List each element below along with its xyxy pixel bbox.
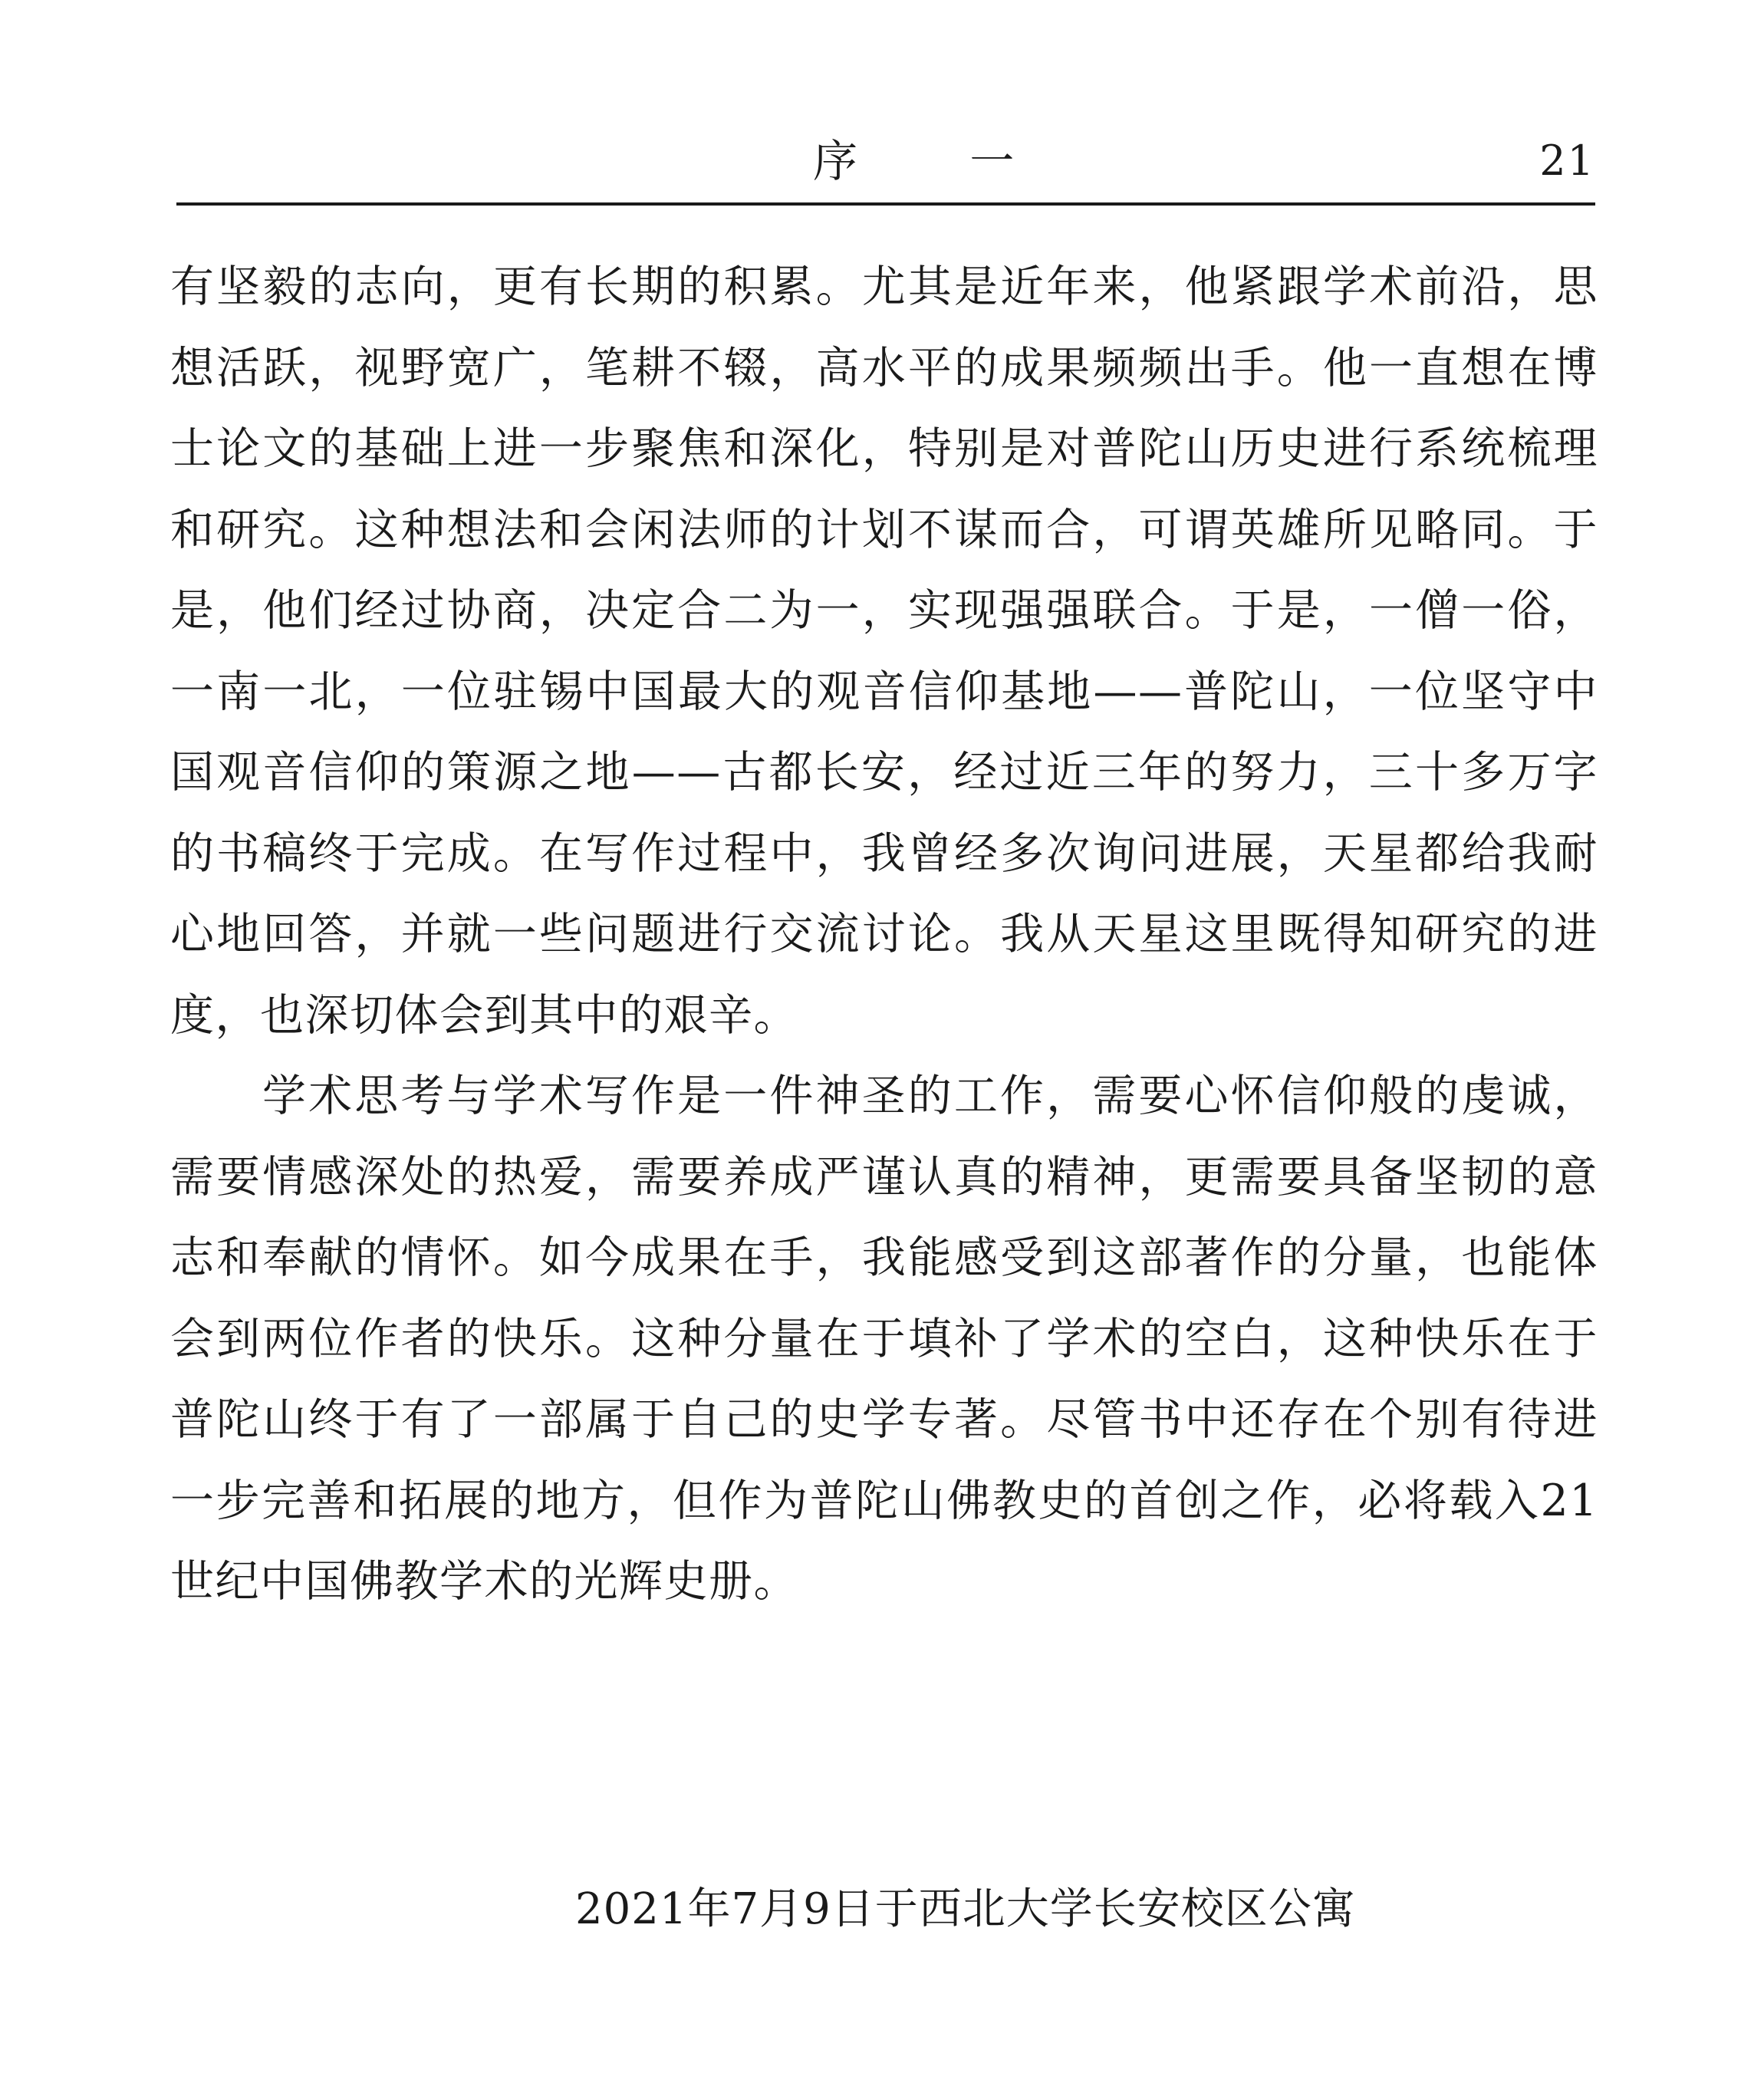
paragraph-continued: 有坚毅的志向，更有长期的积累。尤其是近年来，他紧跟学术前沿，思想活跃，视野宽广，笔耕不辍，高水平的成果频频出手。他一直想在博士论文的基础上进一步聚焦和深化，特别是对普陀山历史进行系统梳理和研究。这种想法和会闲法师的计划不谋而合，可谓英雄所见略同。于是，他们经过协商，决定合二为一，实现强强联合。于是，一僧一俗，一南一北，一位驻锡中国最大的观音信仰基地——普陀山，一位坚守中国观音信仰的策源之地——古都长安，经过近三年的努力，三十多万字的书稿终于完成。在写作过程中，我曾经多次询问进展，天星都给我耐心地回答，并就一些问题进行交流讨论。我从天星这里既得知研究的进度，也深切体会到其中的艰辛。 [170,262,1598,1041]
paragraph: 学术思考与学术写作是一件神圣的工作，需要心怀信仰般的虔诚，需要情感深处的热爱，需要养成严谨认真的精神，更需要具备坚韧的意志和奉献的情怀。如今成果在手，我能感受到这部著作的分量，也能体会到两位作者的快乐。这种分量在于填补了学术的空白，这种快乐在于普陀山终于有了一部属于自己的史学专著。尽管书中还存在个别有待进一步完善和拓展的地方，但作为普陀山佛教史的首创之作，必将载入21世纪中国佛教学术的光辉史册。 [170,1071,1598,1607]
body-text [170,247,1598,1623]
section-title: 序 一 [813,135,1064,187]
running-head [176,130,1595,192]
date-place-signature: 2021年7月9日于西北大学长安校区公寓 [575,1884,1356,1934]
header-rule [176,202,1595,206]
page-number: 21 [1539,137,1595,185]
